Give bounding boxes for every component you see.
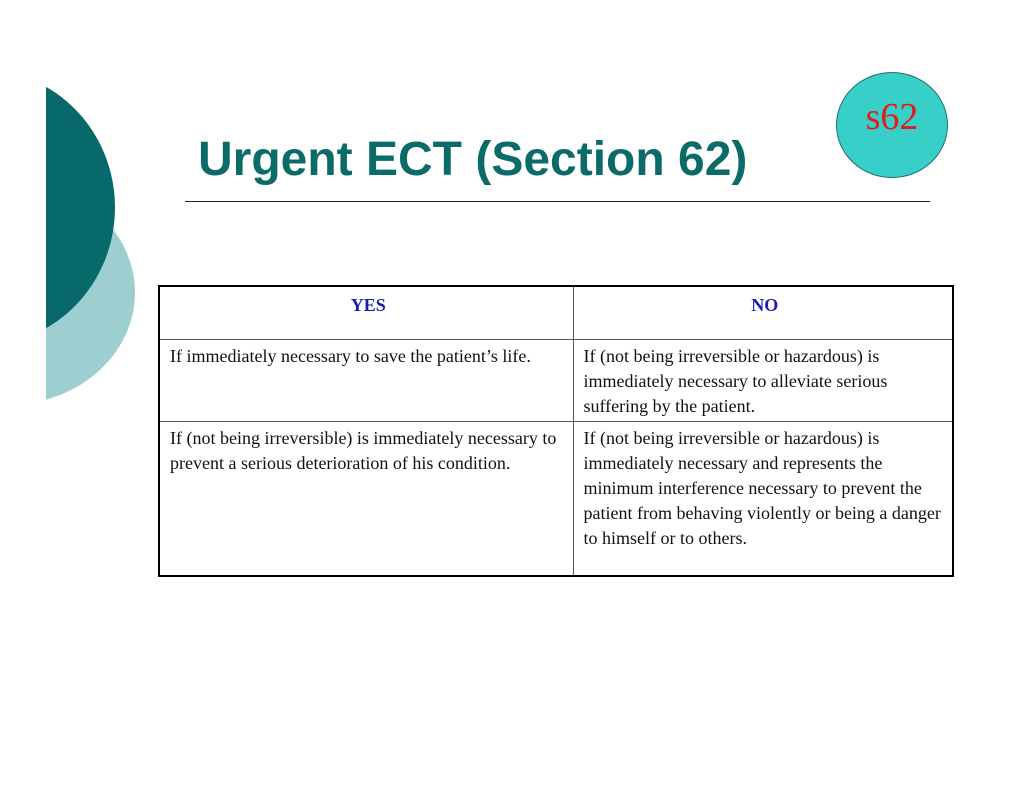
table-row	[159, 422, 953, 577]
section-badge	[836, 72, 948, 178]
section-badge-label: s62	[865, 96, 919, 138]
title-divider	[185, 201, 930, 202]
header-no: NO	[573, 286, 953, 340]
slide-title: Urgent ECT (Section 62)	[198, 133, 748, 186]
header-yes: YES	[159, 286, 573, 340]
table-cell: If (not being irreversible) is immediately necessary to prevent a serious deterioration of his condition.	[159, 422, 573, 577]
table-cell: If immediately necessary to save the patient’s life.	[159, 340, 573, 422]
table-row	[159, 340, 953, 422]
criteria-table	[158, 285, 954, 577]
table-cell: If (not being irreversible or hazardous) is immediately necessary to alleviate serious suffering by the patient.	[573, 340, 953, 422]
left-margin	[0, 0, 46, 792]
table-header-row	[159, 286, 953, 340]
table-cell: If (not being irreversible or hazardous) is immediately necessary and represents the minimum interference necessary to prevent the patient from behaving violently or being a danger to himself or to others.	[573, 422, 953, 577]
